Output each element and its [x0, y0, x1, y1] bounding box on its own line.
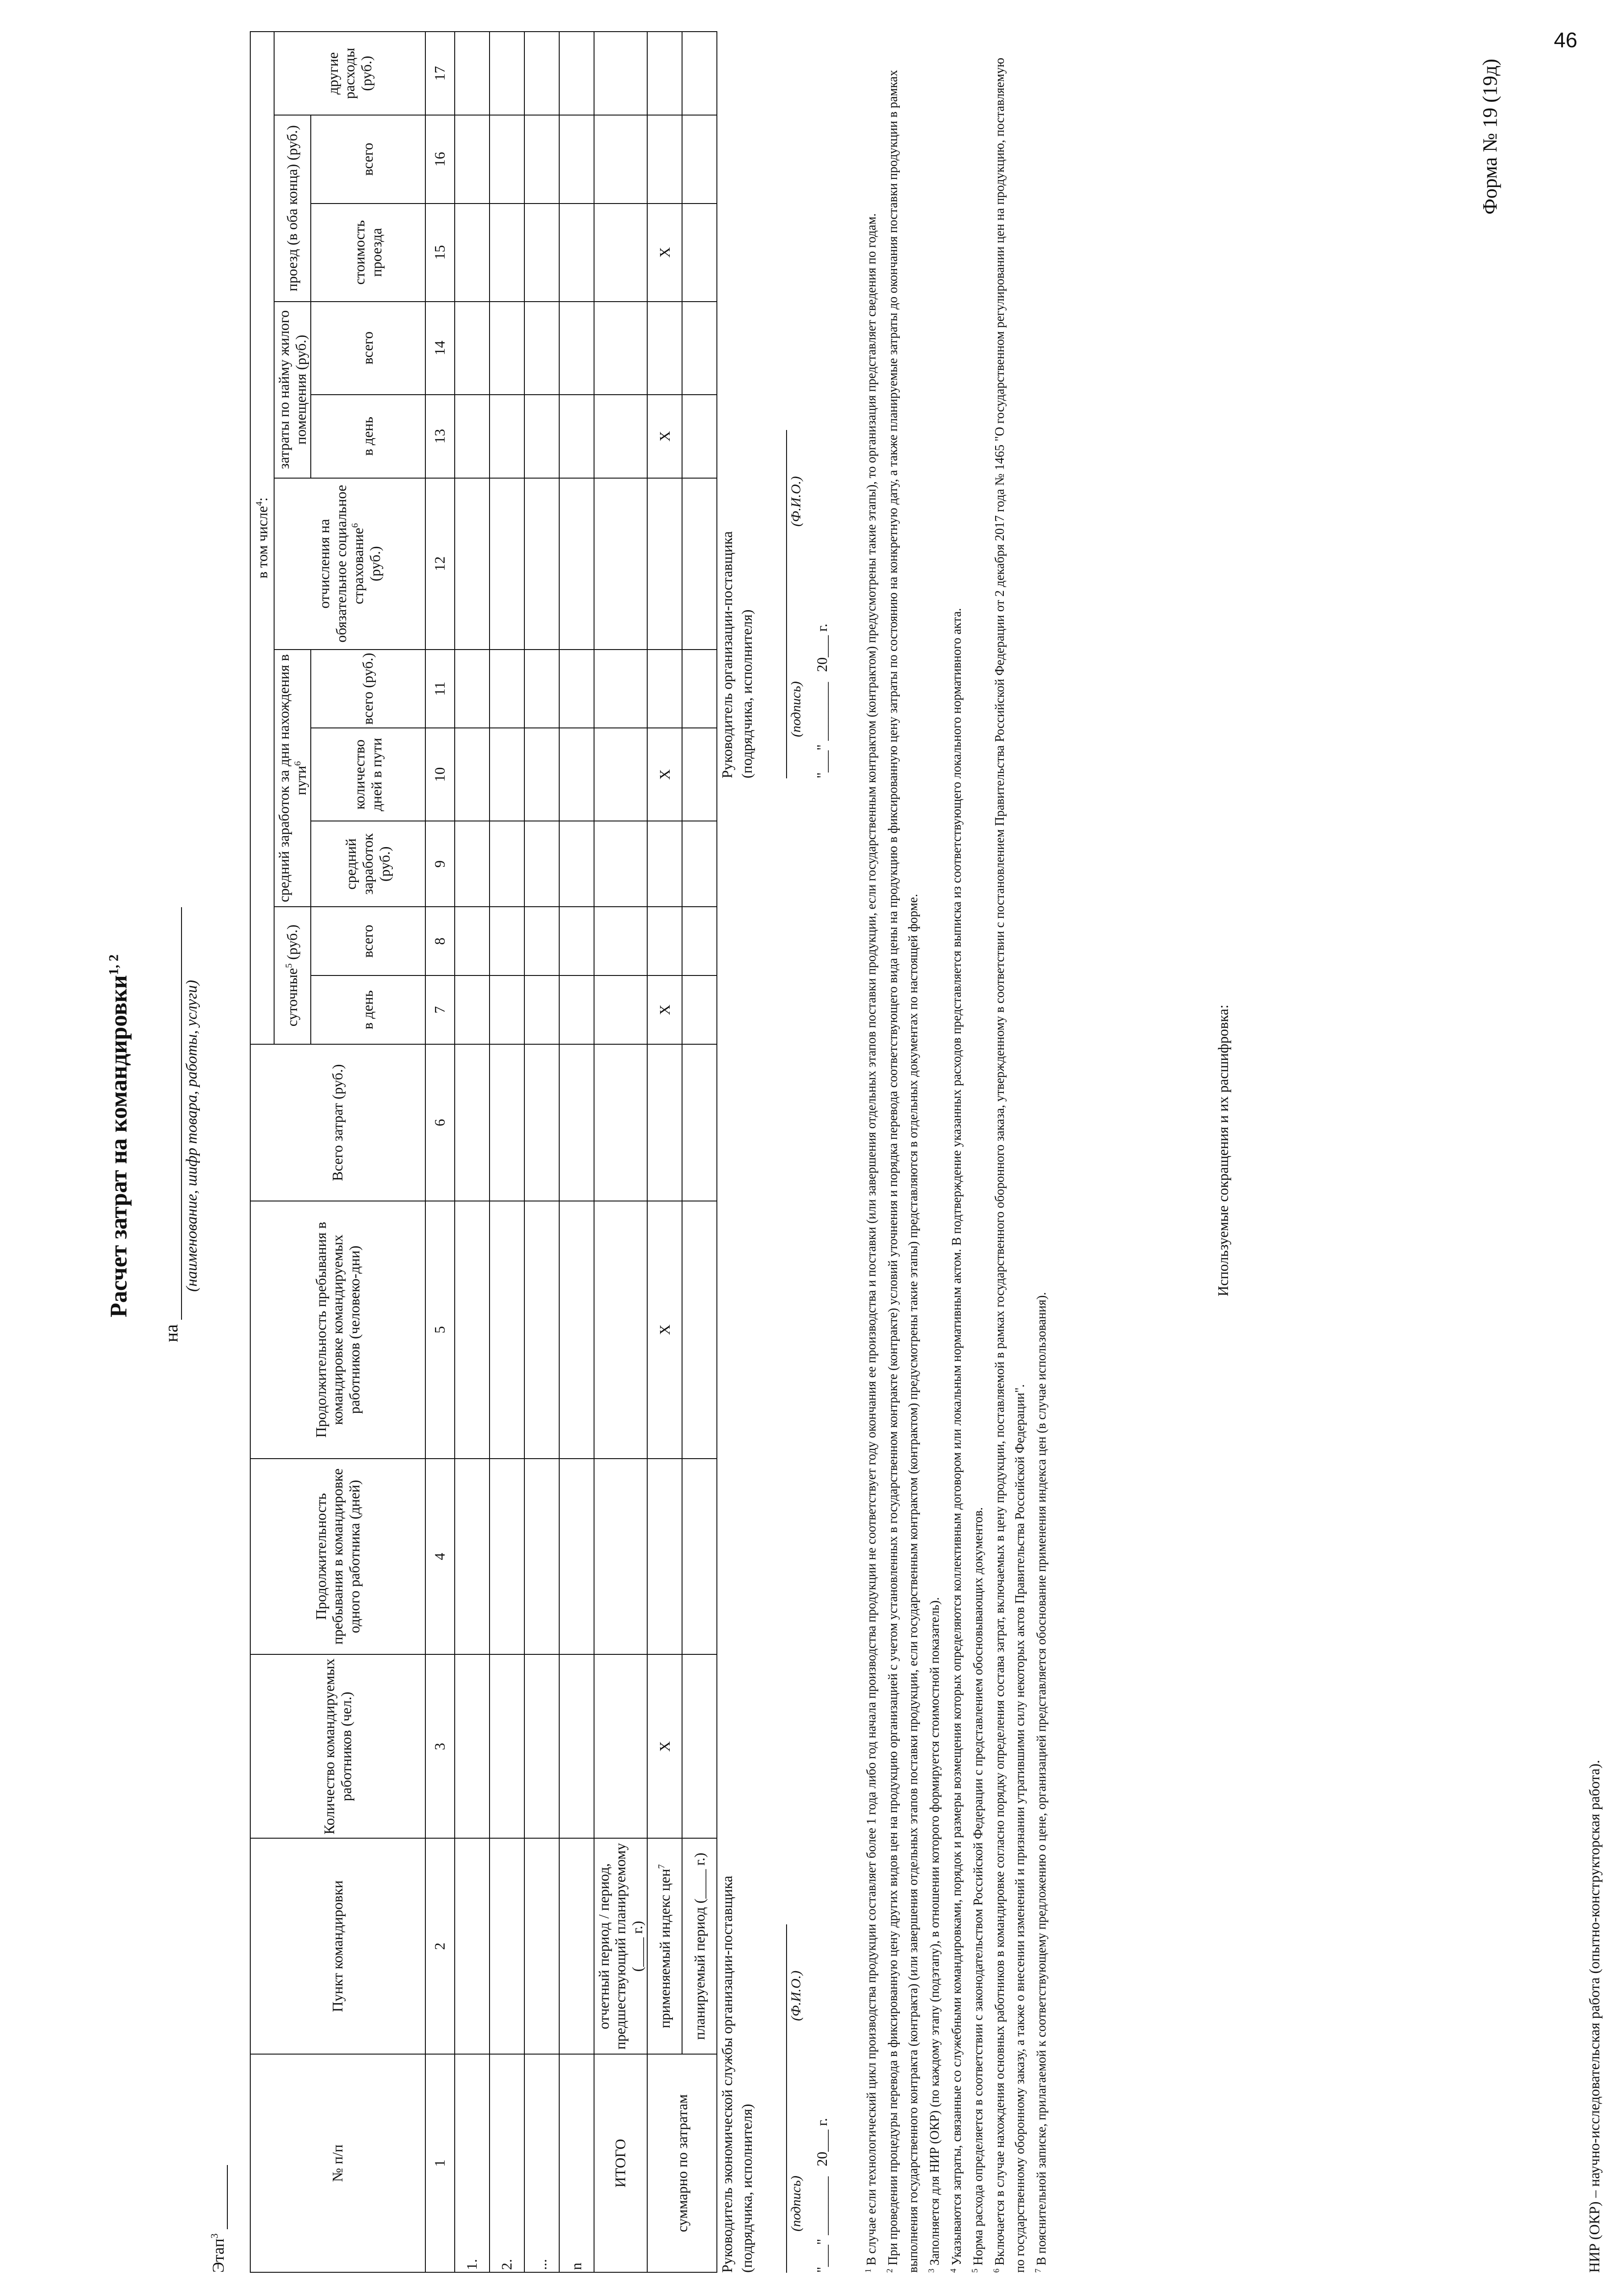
table-cell[interactable]	[682, 907, 717, 975]
table-cell[interactable]	[490, 821, 524, 907]
col-number: 7	[425, 975, 455, 1044]
table-cell[interactable]	[647, 1044, 682, 1201]
table-cell[interactable]	[490, 1838, 524, 2054]
table-cell[interactable]	[647, 115, 682, 204]
year-field[interactable]: 20___ г.	[813, 623, 830, 672]
table-cell[interactable]	[559, 32, 594, 115]
x-mark: Х	[647, 395, 682, 478]
header-duration-all: Продолжительность пребывания в командировке командируемых работников (человеко-дни)	[250, 1201, 425, 1459]
table-cell[interactable]	[490, 395, 524, 478]
table-cell[interactable]	[682, 302, 717, 395]
table-cell[interactable]	[455, 1459, 490, 1655]
table-cell[interactable]	[524, 1044, 559, 1201]
table-cell[interactable]	[559, 204, 594, 302]
table-cell[interactable]	[455, 1044, 490, 1201]
col-number: 16	[425, 115, 455, 204]
table-cell[interactable]	[682, 478, 717, 650]
table-cell[interactable]	[490, 32, 524, 115]
table-cell[interactable]	[490, 204, 524, 302]
col-number: 2	[425, 1838, 455, 2054]
table-cell[interactable]	[455, 907, 490, 975]
table-cell[interactable]	[647, 32, 682, 115]
form-number: Форма № 19 (19д)	[1479, 59, 1501, 215]
table-cell[interactable]	[559, 1838, 594, 2054]
table-cell[interactable]	[455, 821, 490, 907]
table-cell[interactable]	[594, 907, 647, 975]
table-cell[interactable]	[559, 478, 594, 650]
table-cell[interactable]	[490, 728, 524, 821]
table-cell[interactable]	[490, 1044, 524, 1201]
col-number: 11	[425, 650, 455, 728]
table-cell[interactable]	[682, 1459, 717, 1655]
table-cell[interactable]	[594, 115, 647, 204]
table-cell[interactable]	[455, 478, 490, 650]
summary-planned-label: планируемый период (____ г.)	[682, 1838, 717, 2054]
table-cell[interactable]	[594, 395, 647, 478]
col-number: 5	[425, 1201, 455, 1459]
table-cell[interactable]	[455, 32, 490, 115]
table-cell[interactable]	[647, 821, 682, 907]
signature-title: Руководитель организации-поставщика	[719, 531, 735, 778]
table-row	[559, 32, 594, 2272]
table-cell[interactable]	[455, 1654, 490, 1838]
header-contributions: отчисления на обязательное социальное страхование$^6$ (руб.)	[274, 478, 425, 650]
table-cell[interactable]	[524, 204, 559, 302]
col-number: 10	[425, 728, 455, 821]
x-mark: Х	[647, 1654, 682, 1838]
table-cell[interactable]	[682, 821, 717, 907]
table-cell[interactable]	[524, 302, 559, 395]
table-cell[interactable]	[524, 395, 559, 478]
table-cell[interactable]	[490, 115, 524, 204]
table-cell[interactable]	[490, 1654, 524, 1838]
footnote: $^3$ Заполняется для НИР (ОКР) (по каждому этапу (подэтапу), в отношении которого формируется стоимостной показатель).	[926, 1597, 942, 2273]
name-caption: (Ф.И.О.)	[788, 1970, 804, 2021]
col-number: 17	[425, 32, 455, 115]
subject-blank[interactable]	[165, 907, 182, 1320]
footnote: $^2$ При проведении процедуры перевода в фиксированную цену других видов цен на продукцию организацией с учетом установленных в государственном контракте (контракте) условий уточнения и порядка перевода соответствующего вида цены на продукцию в фиксированную цену затраты по состоянию на конкретную дату, а также планируемые затраты до окончания поставки продукции в рамках выполнения государственного контракта (контракта) (или завершения отдельных этапов поставки продукции, если государственным контрактом (контрактом) предусмотрены такие этапы) представляются в отдельных документах по настоящей форме.	[885, 70, 920, 2273]
subject-caption: (наименование, шифр товара, работы, услуги)	[183, 980, 200, 1292]
table-cell[interactable]	[455, 728, 490, 821]
table-row	[524, 32, 559, 2272]
header-daily-per-day: в день	[311, 975, 425, 1044]
summary-row-index	[647, 32, 682, 2272]
header-daily-all: всего	[311, 907, 425, 975]
footnote: $^6$ Включается в случае нахождения основных работников в командировке согласно порядку определения состава затрат, включаемых в цену продукции, поставляемой в рамках государственного оборонного заказа, утвержденному в соответствии с постановлением Правительства Российской Федерации от 2 декабря 2017 года № 1465 "О государственном регулировании цен на продукцию, поставляемую по государственному оборонному заказу, а также о внесении изменений и признании утратившими силу некоторых актов Правительства Российской Федерации".	[992, 58, 1027, 2273]
stage-label: Этап	[209, 2238, 227, 2273]
table-cell[interactable]	[594, 821, 647, 907]
col-number: 14	[425, 302, 455, 395]
title-notes: 1, 2	[106, 954, 121, 975]
table-row	[455, 32, 490, 2272]
signature-caption: (подпись)	[788, 681, 804, 737]
table-cell[interactable]	[594, 1201, 647, 1459]
header-housing-per-day: в день	[311, 395, 425, 478]
header-housing-all: всего	[311, 302, 425, 395]
table-cell[interactable]	[524, 32, 559, 115]
table-cell[interactable]	[682, 650, 717, 728]
signature-title: Руководитель экономической службы организации-поставщика	[719, 1875, 735, 2273]
table-cell[interactable]	[559, 907, 594, 975]
title-text: Расчет затрат на командировки	[106, 975, 132, 1317]
signature-block-economist	[717, 1876, 832, 2273]
header-point: Пункт командировки	[250, 1838, 425, 2054]
col-number: 3	[425, 1654, 455, 1838]
abbreviations-title: Используемые сокращения и их расшифровка:	[1215, 1004, 1231, 1296]
table-cell[interactable]	[682, 728, 717, 821]
header-travel-cost: стоимость проезда	[311, 204, 425, 302]
table-cell[interactable]	[559, 975, 594, 1044]
table-cell[interactable]	[455, 204, 490, 302]
x-mark: Х	[647, 204, 682, 302]
table-cell[interactable]	[682, 1201, 717, 1459]
header-duration-one: Продолжительность пребывания в командировке одного работника (дней)	[250, 1459, 425, 1655]
col-number: 9	[425, 821, 455, 907]
header-travel: проезд (в оба конца) (руб.)	[274, 115, 311, 301]
table-cell[interactable]	[559, 395, 594, 478]
header-travel-all: всего	[311, 115, 425, 204]
col-number: 8	[425, 907, 455, 975]
x-mark: Х	[647, 728, 682, 821]
table-cell[interactable]	[594, 32, 647, 115]
header-housing: затраты по найму жилого помещения (руб.)	[274, 302, 311, 478]
table-cell[interactable]	[559, 1654, 594, 1838]
header-count: Количество командируемых работников (чел.)	[250, 1654, 425, 1838]
table-cell[interactable]	[647, 478, 682, 650]
table-cell[interactable]	[647, 302, 682, 395]
table-cell[interactable]	[594, 1654, 647, 1838]
table-cell[interactable]	[524, 821, 559, 907]
table-cell[interactable]	[559, 821, 594, 907]
summary-row-reported	[594, 32, 647, 2272]
table-cell[interactable]	[594, 975, 647, 1044]
col-number: 15	[425, 204, 455, 302]
table-cell[interactable]	[455, 395, 490, 478]
header-no: № п/п	[250, 2054, 425, 2272]
table-cell[interactable]	[682, 115, 717, 204]
itogo-label: ИТОГО	[594, 2054, 647, 2272]
table-cell[interactable]	[455, 650, 490, 728]
footnote: $^1$ В случае если технологический цикл производства продукции составляет более 1 года либо год начала производства продукции не соответствует году окончания ее производства и поставки (или завершения отдельных этапов поставки продукции, если государственным контрактом (контрактом) предусмотрены такие этапы), то организация представляет сведения по годам.	[863, 213, 879, 2273]
row-label: 2.	[490, 2054, 524, 2272]
table-cell[interactable]	[682, 395, 717, 478]
table-cell[interactable]	[455, 115, 490, 204]
table-cell[interactable]	[594, 302, 647, 395]
col-number: 1	[425, 2054, 455, 2272]
header-days-way: количество дней в пути	[311, 728, 425, 821]
table-cell[interactable]	[524, 1838, 559, 2054]
subject-prefix: на	[161, 1324, 182, 1342]
row-label: 1.	[455, 2054, 490, 2272]
table-cell[interactable]	[682, 204, 717, 302]
signature-block-director	[717, 430, 832, 778]
page-number: 46	[1554, 28, 1578, 52]
header-other: другие расходы (руб.)	[274, 32, 425, 115]
date-field[interactable]: "___" ________	[813, 682, 830, 778]
table-cell[interactable]	[682, 1654, 717, 1838]
x-mark: Х	[647, 975, 682, 1044]
summary-row-planned	[682, 32, 717, 2272]
table-cell[interactable]	[559, 1044, 594, 1201]
date-field[interactable]: "___" ________	[813, 2176, 830, 2273]
table-cell[interactable]	[647, 1459, 682, 1655]
col-number: 13	[425, 395, 455, 478]
table-cell[interactable]	[594, 728, 647, 821]
col-number: 12	[425, 478, 455, 650]
table-cell[interactable]	[594, 650, 647, 728]
table-cell[interactable]	[559, 1459, 594, 1655]
footnote: $^7$ В пояснительной записке, прилагаемой к соответствующему предложению о цене, организацией представляется обоснование применения индекса цен (в случае использования).	[1033, 1292, 1049, 2273]
header-daily: суточные$^5$ (руб.)	[274, 907, 311, 1044]
table-cell[interactable]	[559, 650, 594, 728]
name-caption: (Ф.И.О.)	[788, 476, 804, 527]
stage-blank[interactable]	[213, 2165, 228, 2229]
table-cell[interactable]	[524, 1459, 559, 1655]
summary-index-label: применяемый индекс цен$^7$	[647, 1838, 682, 2054]
table-cell[interactable]	[524, 1201, 559, 1459]
header-total: Всего затрат (руб.)	[250, 1044, 425, 1201]
table-cell[interactable]	[524, 728, 559, 821]
subject-line	[160, 907, 182, 1342]
stage-line	[209, 2165, 228, 2273]
header-avg-earn: средний заработок (руб.)	[311, 821, 425, 907]
table-cell[interactable]	[559, 115, 594, 204]
table-cell[interactable]	[524, 115, 559, 204]
row-label: n	[559, 2054, 594, 2272]
table-cell[interactable]	[559, 302, 594, 395]
table-cell[interactable]	[490, 1459, 524, 1655]
table-cell[interactable]	[682, 32, 717, 115]
table-cell[interactable]	[455, 1838, 490, 2054]
summary-label: суммарно по затратам	[647, 2054, 717, 2272]
table-cell[interactable]	[682, 1044, 717, 1201]
table-cell[interactable]	[524, 1654, 559, 1838]
col-number: 4	[425, 1459, 455, 1655]
signature-subtitle: (подрядчика, исполнителя)	[738, 609, 755, 778]
table-cell[interactable]	[559, 728, 594, 821]
table-cell[interactable]	[594, 478, 647, 650]
expense-table	[250, 31, 717, 2273]
table-cell[interactable]	[559, 1201, 594, 1459]
form-title	[105, 700, 132, 1571]
col-number: 6	[425, 1044, 455, 1201]
table-cell[interactable]	[594, 1459, 647, 1655]
table-cell[interactable]	[490, 650, 524, 728]
table-cell[interactable]	[524, 478, 559, 650]
table-cell[interactable]	[455, 302, 490, 395]
abbreviation-item: НИР (ОКР) – научно-исследовательская работа (опытно-конструкторская работа).	[1586, 1760, 1602, 2273]
table-cell[interactable]	[490, 478, 524, 650]
table-cell[interactable]	[490, 302, 524, 395]
footnote: $^4$ Указываются затраты, связанные со служебными командировками, порядок и размеры возмещения которых определяются коллективным договором или локальным нормативным актом. В подтверждение указанных расходов представляется выписка из соответствующего локального нормативного акта.	[948, 608, 964, 2273]
signature-subtitle: (подрядчика, исполнителя)	[738, 2104, 755, 2273]
table-cell[interactable]	[455, 1201, 490, 1459]
table-cell[interactable]	[524, 907, 559, 975]
table-cell[interactable]	[594, 1044, 647, 1201]
table-cell[interactable]	[647, 650, 682, 728]
summary-period-label: отчетный период / период, предшествующий планируемому (____ г.)	[594, 1838, 647, 2054]
footnotes	[862, 45, 1054, 2273]
table-cell[interactable]	[490, 1201, 524, 1459]
table-cell[interactable]	[524, 975, 559, 1044]
table-cell[interactable]	[524, 650, 559, 728]
table-cell[interactable]	[490, 975, 524, 1044]
year-field[interactable]: 20___ г.	[813, 2118, 830, 2166]
table-cell[interactable]	[647, 907, 682, 975]
column-number-row	[425, 32, 455, 2272]
table-cell[interactable]	[594, 204, 647, 302]
table-cell[interactable]	[682, 975, 717, 1044]
x-mark: Х	[647, 1201, 682, 1459]
signature-caption: (подпись)	[788, 2176, 804, 2231]
row-label: ...	[524, 2054, 559, 2272]
table-cell[interactable]	[490, 907, 524, 975]
table-row	[490, 32, 524, 2272]
table-cell[interactable]	[455, 975, 490, 1044]
stage-note: 3	[209, 2233, 220, 2239]
header-avg-all: всего (руб.)	[311, 650, 425, 728]
header-avg-earnings: средний заработок за дни нахождения в пути$^6$	[274, 650, 311, 907]
footnote: $^5$ Норма расхода определяется в соответствии с законодательством Российской Федерации с представлением обосновывающих документов.	[970, 1507, 985, 2273]
header-including: в том числе$^4$:	[250, 32, 274, 1044]
